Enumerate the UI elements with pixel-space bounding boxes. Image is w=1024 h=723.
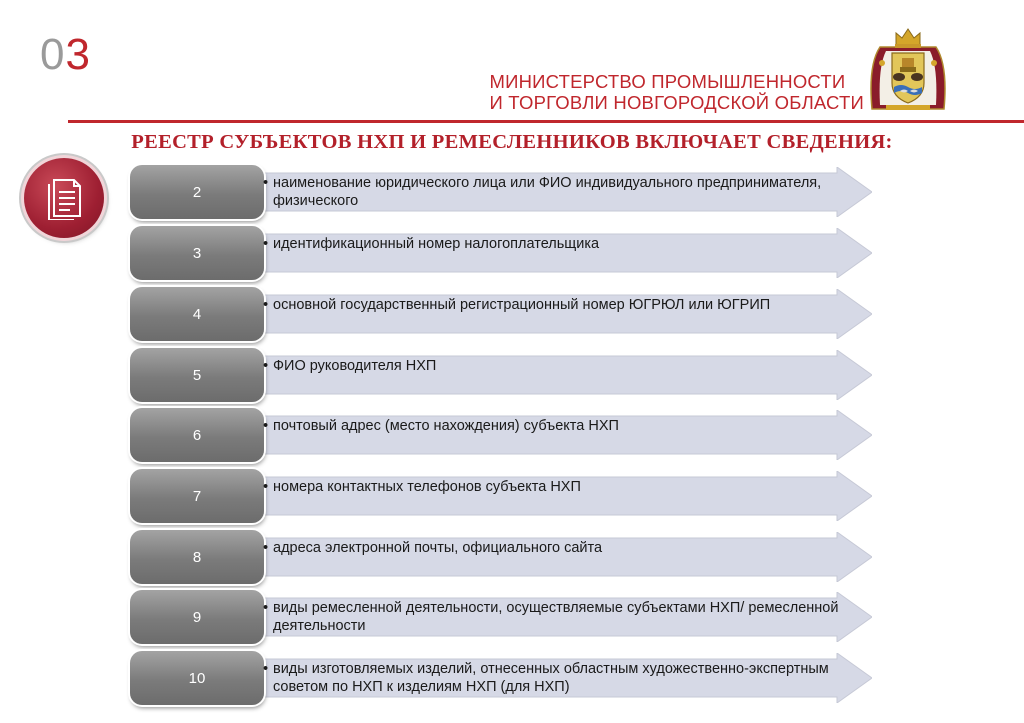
bullet-icon: • <box>263 661 269 677</box>
list-item <box>130 590 890 646</box>
item-text-content: виды ремесленной деятельности, осуществляемые субъектами НХП/ ремесленной деятельности <box>273 600 839 634</box>
bullet-icon: • <box>263 418 269 434</box>
item-text-content: почтовый адрес (место нахождения) субъекта НХП <box>273 418 619 434</box>
bullet-icon: • <box>263 479 269 495</box>
item-number: 6 <box>130 408 264 462</box>
header-divider <box>68 120 1024 123</box>
item-number: 3 <box>130 226 264 280</box>
item-number: 9 <box>130 590 264 644</box>
item-text-content: наименование юридического лица или ФИО индивидуального предпринимателя, физического <box>273 175 822 209</box>
item-number: 10 <box>130 651 264 705</box>
page-title: РЕЕСТР СУБЪЕКТОВ НХП И РЕМЕСЛЕННИКОВ ВКЛЮЧАЕТ СВЕДЕНИЯ: <box>131 131 893 153</box>
document-badge <box>24 158 104 238</box>
list-item <box>130 287 890 343</box>
bullet-icon: • <box>263 358 269 374</box>
ministry-line-1: МИНИСТЕРСТВО ПРОМЫШЛЕННОСТИ <box>489 71 846 92</box>
item-number: 4 <box>130 287 264 341</box>
item-text <box>258 660 863 696</box>
item-number: 2 <box>130 165 264 219</box>
bullet-icon: • <box>263 540 269 556</box>
item-text <box>258 235 863 253</box>
bullet-icon: • <box>263 175 269 191</box>
item-text-content: ФИО руководителя НХП <box>273 358 437 374</box>
bullet-icon: • <box>263 236 269 252</box>
ministry-line-2: И ТОРГОВЛИ НОВГОРОДСКОЙ ОБЛАСТИ <box>489 92 864 113</box>
bullet-icon: • <box>263 297 269 313</box>
item-text <box>258 599 863 635</box>
item-text <box>258 357 863 375</box>
ministry-name <box>489 71 864 113</box>
item-text-content: виды изготовляемых изделий, отнесенных областным художественно-экспертным советом по НХП к изделиям НХП (для НХП) <box>273 661 829 695</box>
item-number: 5 <box>130 348 264 402</box>
bullet-icon: • <box>263 600 269 616</box>
item-text-content: основной государственный регистрационный номер ЮГРЮЛ или ЮГРИП <box>273 297 771 313</box>
item-text <box>258 478 863 496</box>
list-item <box>130 469 890 525</box>
item-text-content: номера контактных телефонов субъекта НХП <box>273 479 581 495</box>
list-item <box>130 348 890 404</box>
item-text <box>258 174 863 210</box>
item-number: 7 <box>130 469 264 523</box>
item-number: 8 <box>130 530 264 584</box>
novgorod-coat-of-arms-icon <box>866 25 950 115</box>
slide-number: 03 <box>40 30 91 79</box>
item-text <box>258 417 863 435</box>
list-item <box>130 165 890 221</box>
list-item <box>130 226 890 282</box>
list-item <box>130 530 890 586</box>
list-item <box>130 651 890 707</box>
document-icon <box>44 176 84 220</box>
item-text-content: идентификационный номер налогоплательщика <box>273 236 600 252</box>
item-text <box>258 539 863 557</box>
item-text <box>258 296 863 314</box>
list-item <box>130 408 890 464</box>
item-text-content: адреса электронной почты, официального сайта <box>273 540 603 556</box>
